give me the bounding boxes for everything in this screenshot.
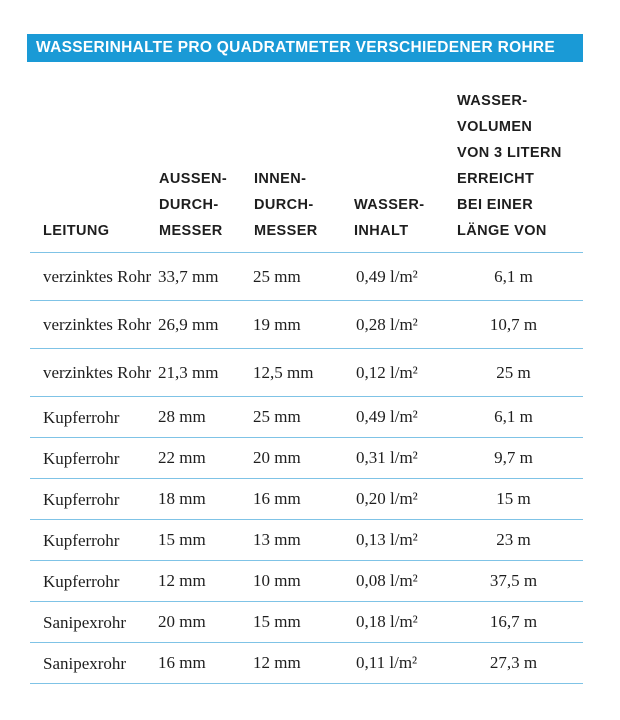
- cell-innen: 13 mm: [249, 520, 344, 561]
- cell-aussen: 21,3 mm: [152, 349, 249, 397]
- cell-innen: 15 mm: [249, 602, 344, 643]
- cell-inhalt: 0,08 l/m²: [344, 561, 444, 602]
- cell-innen: 12 mm: [249, 643, 344, 684]
- cell-innen: 25 mm: [249, 397, 344, 438]
- cell-laenge: 6,1 m: [444, 397, 583, 438]
- cell-aussen: 15 mm: [152, 520, 249, 561]
- header-aussendurchmesser: AUSSEN- DURCH- MESSER: [152, 88, 249, 253]
- cell-aussen: 16 mm: [152, 643, 249, 684]
- cell-inhalt: 0,13 l/m²: [344, 520, 444, 561]
- cell-laenge: 16,7 m: [444, 602, 583, 643]
- cell-inhalt: 0,49 l/m²: [344, 397, 444, 438]
- cell-aussen: 22 mm: [152, 438, 249, 479]
- cell-leitung: Kupferrohr: [30, 397, 152, 438]
- cell-aussen: 26,9 mm: [152, 301, 249, 349]
- cell-leitung: Kupferrohr: [30, 438, 152, 479]
- cell-laenge: 15 m: [444, 479, 583, 520]
- header-leitung: LEITUNG: [30, 88, 152, 253]
- table-row: [30, 561, 583, 602]
- cell-laenge: 25 m: [444, 349, 583, 397]
- cell-inhalt: 0,49 l/m²: [344, 253, 444, 301]
- cell-inhalt: 0,20 l/m²: [344, 479, 444, 520]
- cell-innen: 25 mm: [249, 253, 344, 301]
- header-row: [30, 88, 583, 253]
- cell-aussen: 33,7 mm: [152, 253, 249, 301]
- table-row: [30, 301, 583, 349]
- header-laenge: WASSER- VOLUMEN VON 3 LITERN ERREICHT BEI EINER LÄNGE VON: [444, 88, 583, 253]
- cell-innen: 16 mm: [249, 479, 344, 520]
- cell-laenge: 37,5 m: [444, 561, 583, 602]
- cell-innen: 20 mm: [249, 438, 344, 479]
- cell-inhalt: 0,31 l/m²: [344, 438, 444, 479]
- table-row: [30, 349, 583, 397]
- table-row: [30, 397, 583, 438]
- table-row: [30, 602, 583, 643]
- cell-leitung: Sanipexrohr: [30, 602, 152, 643]
- cell-laenge: 9,7 m: [444, 438, 583, 479]
- cell-laenge: 10,7 m: [444, 301, 583, 349]
- cell-laenge: 23 m: [444, 520, 583, 561]
- cell-leitung: Kupferrohr: [30, 561, 152, 602]
- table-row: [30, 643, 583, 684]
- table-row: [30, 479, 583, 520]
- table-row: [30, 520, 583, 561]
- table-row: [30, 438, 583, 479]
- cell-leitung: verzinktes Rohr: [30, 253, 152, 301]
- cell-laenge: 27,3 m: [444, 643, 583, 684]
- pipe-water-content-table: [30, 88, 583, 684]
- cell-leitung: verzinktes Rohr: [30, 301, 152, 349]
- cell-leitung: Kupferrohr: [30, 520, 152, 561]
- cell-inhalt: 0,18 l/m²: [344, 602, 444, 643]
- cell-innen: 12,5 mm: [249, 349, 344, 397]
- cell-innen: 10 mm: [249, 561, 344, 602]
- cell-aussen: 28 mm: [152, 397, 249, 438]
- cell-leitung: verzinktes Rohr: [30, 349, 152, 397]
- table-title: WASSERINHALTE PRO QUADRATMETER VERSCHIEDENER ROHRE: [27, 34, 583, 62]
- cell-inhalt: 0,28 l/m²: [344, 301, 444, 349]
- cell-inhalt: 0,12 l/m²: [344, 349, 444, 397]
- header-wasserinhalt: WASSER- INHALT: [344, 88, 444, 253]
- header-innendurchmesser: INNEN- DURCH- MESSER: [249, 88, 344, 253]
- cell-leitung: Sanipexrohr: [30, 643, 152, 684]
- table-row: [30, 253, 583, 301]
- cell-aussen: 20 mm: [152, 602, 249, 643]
- cell-aussen: 18 mm: [152, 479, 249, 520]
- cell-laenge: 6,1 m: [444, 253, 583, 301]
- cell-leitung: Kupferrohr: [30, 479, 152, 520]
- cell-inhalt: 0,11 l/m²: [344, 643, 444, 684]
- cell-innen: 19 mm: [249, 301, 344, 349]
- cell-aussen: 12 mm: [152, 561, 249, 602]
